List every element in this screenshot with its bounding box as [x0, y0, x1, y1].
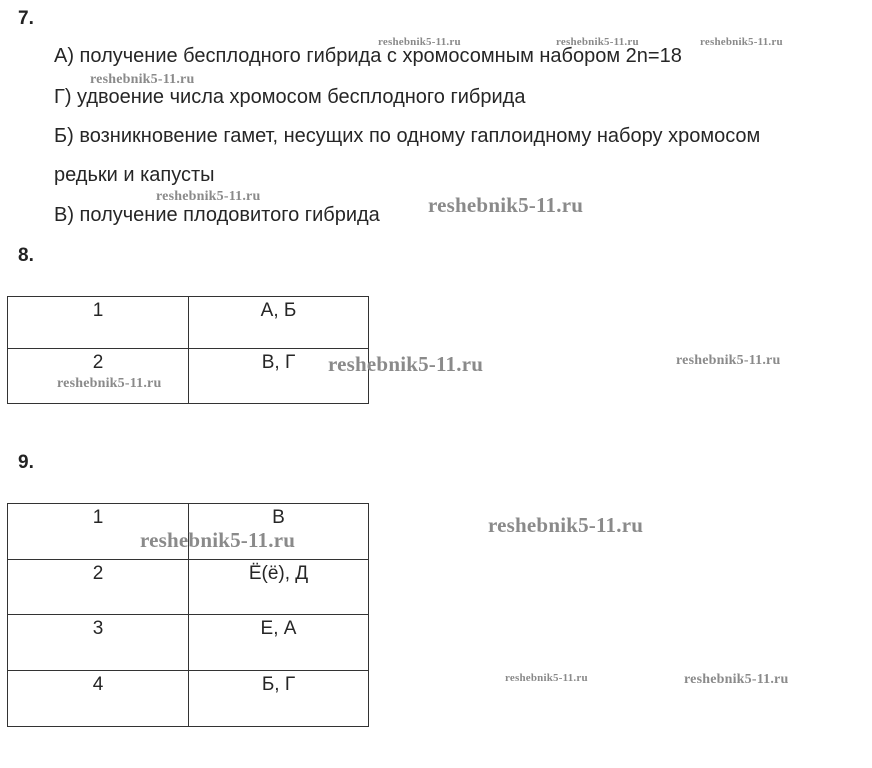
- watermark: reshebnik5-11.ru: [505, 672, 588, 684]
- watermark: reshebnik5-11.ru: [556, 36, 639, 48]
- watermark: reshebnik5-11.ru: [378, 36, 461, 48]
- table-row: [8, 349, 369, 404]
- q7-line-v: В) получение плодовитого гибрида: [54, 204, 380, 226]
- watermark: reshebnik5-11.ru: [57, 376, 162, 391]
- question-8-number: 8.: [18, 245, 34, 266]
- table-cell-number: 2: [8, 349, 189, 404]
- table-row: [8, 297, 369, 349]
- table-cell-number: 1: [8, 504, 189, 560]
- watermark: reshebnik5-11.ru: [684, 672, 789, 687]
- q8-answer-table: [7, 296, 369, 404]
- watermark: reshebnik5-11.ru: [90, 72, 195, 87]
- table-cell-answer: Е, А: [189, 615, 369, 671]
- table-cell-number: 2: [8, 560, 189, 615]
- table-cell-answer: Ё(ё), Д: [189, 560, 369, 615]
- watermark: reshebnik5-11.ru: [328, 352, 484, 376]
- table-cell-number: 3: [8, 615, 189, 671]
- watermark: reshebnik5-11.ru: [676, 353, 781, 368]
- table-row: [8, 560, 369, 615]
- q7-line-b-cont: редьки и капусты: [54, 164, 215, 186]
- q9-answer-table: [7, 503, 369, 727]
- table-cell-number: 4: [8, 671, 189, 727]
- table-cell-answer: А, Б: [189, 297, 369, 349]
- watermark: reshebnik5-11.ru: [140, 528, 296, 552]
- table-cell-answer: В: [189, 504, 369, 560]
- table-cell-number: 1: [8, 297, 189, 349]
- watermark: reshebnik5-11.ru: [156, 189, 261, 204]
- table-row: [8, 671, 369, 727]
- q7-line-g: Г) удвоение числа хромосом бесплодного гибрида: [54, 86, 526, 108]
- watermark: reshebnik5-11.ru: [428, 193, 584, 217]
- table-row: [8, 615, 369, 671]
- q7-line-a: А) получение бесплодного гибрида с хромосомным набором 2n=18: [54, 45, 682, 67]
- table-cell-answer: Б, Г: [189, 671, 369, 727]
- question-9-number: 9.: [18, 452, 34, 473]
- table-row: [8, 504, 369, 560]
- table-cell-answer: В, Г: [189, 349, 369, 404]
- q7-line-b: Б) возникновение гамет, несущих по одному гаплоидному набору хромосом: [54, 125, 761, 147]
- watermark: reshebnik5-11.ru: [700, 36, 783, 48]
- watermark: reshebnik5-11.ru: [488, 513, 644, 537]
- question-7-number: 7.: [18, 8, 34, 29]
